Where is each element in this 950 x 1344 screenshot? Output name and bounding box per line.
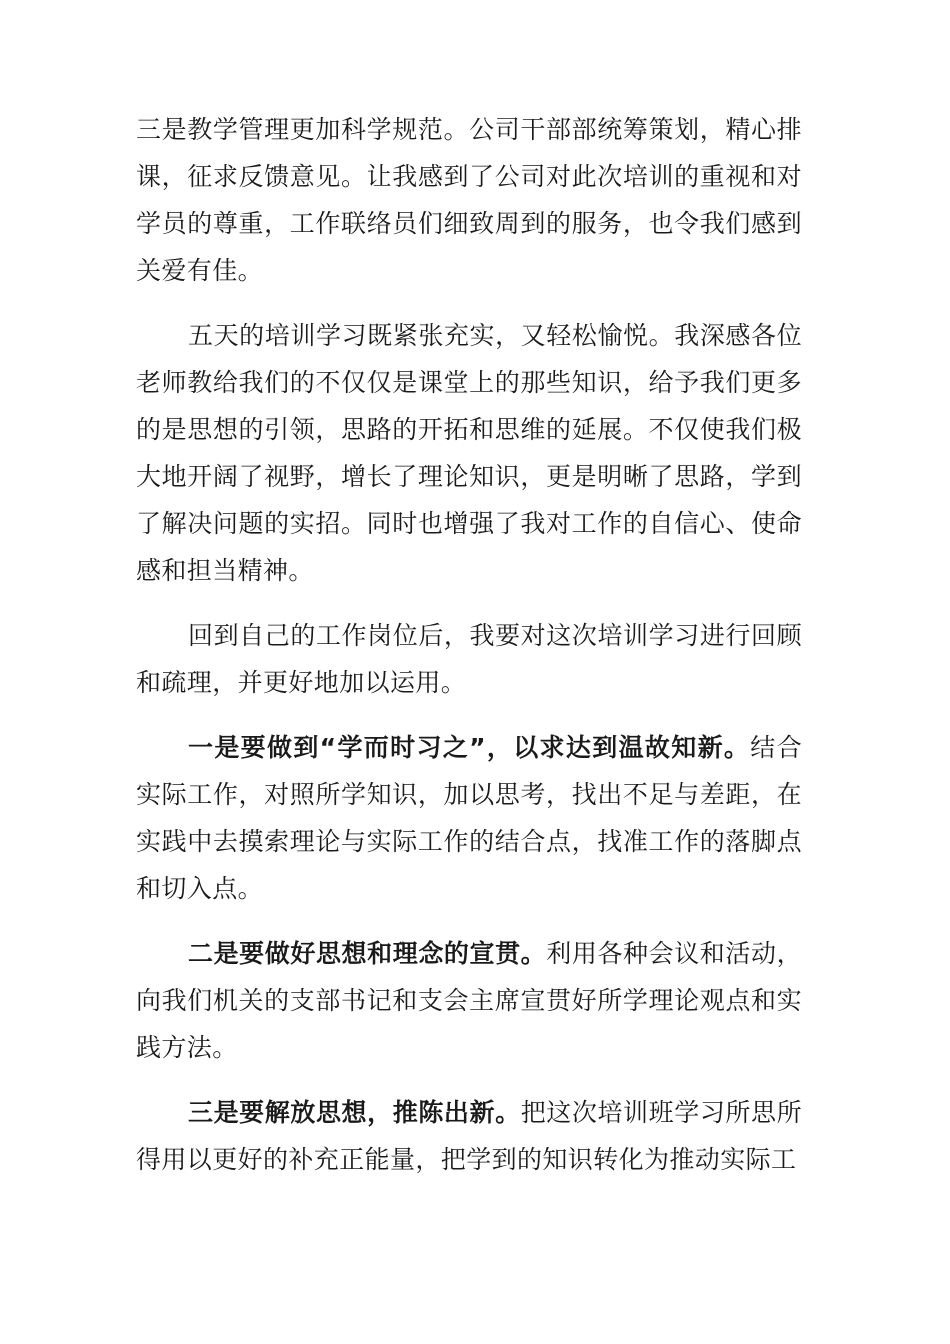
paragraph-3 xyxy=(136,612,802,706)
paragraph-5-lead: 二是要做好思想和理念的宣贯。 xyxy=(188,939,547,968)
paragraph-6 xyxy=(136,1089,802,1183)
paragraph-4-lead: 一是要做到“学而时习之”，以求达到温故知新。 xyxy=(188,733,751,762)
paragraph-6-lead: 三是要解放思想，推陈出新。 xyxy=(188,1098,521,1127)
paragraph-1 xyxy=(136,106,802,294)
paragraph-2 xyxy=(136,312,802,594)
paragraph-4-text: 结合实际工作，对照所学知识，加以思考，找出不足与差距，在实践中去摸索理论与实际工作的结合点，找准工作的落脚点和切入点。 xyxy=(136,733,802,903)
paragraph-5 xyxy=(136,930,802,1071)
paragraph-5-text: 利用各种会议和活动，向我们机关的支部书记和支会主席宣贯好所学理论观点和实践方法。 xyxy=(136,939,802,1062)
paragraph-2-text: 五天的培训学习既紧张充实，又轻松愉悦。我深感各位老师教给我们的不仅仅是课堂上的那些知识，给予我们更多的是思想的引领，思路的开拓和思维的延展。不仅使我们极大地开阔了视野，增长了理论知识，更是明晰了思路，学到了解决问题的实招。同时也增强了我对工作的自信心、使命感和担当精神。 xyxy=(136,321,802,585)
document-body xyxy=(136,106,802,1201)
paragraph-1-text: 三是教学管理更加科学规范。公司干部部统筹策划，精心排课，征求反馈意见。让我感到了公司对此次培训的重视和对学员的尊重，工作联络员们细致周到的服务，也令我们感到关爱有佳。 xyxy=(136,115,802,285)
paragraph-6-text: 把这次培训班学习所思所得用以更好的补充正能量，把学到的知识转化为推动实际工 xyxy=(136,1098,802,1174)
paragraph-4 xyxy=(136,724,802,912)
paragraph-3-text: 回到自己的工作岗位后，我要对这次培训学习进行回顾和疏理，并更好地加以运用。 xyxy=(136,621,802,697)
